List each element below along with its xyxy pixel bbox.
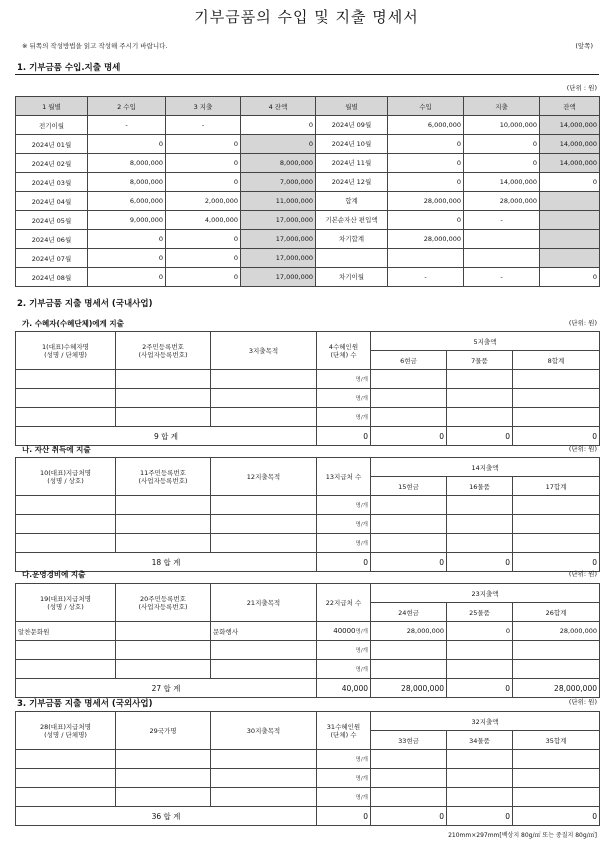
amount-cell: 0	[241, 116, 316, 135]
empty-cell	[371, 496, 447, 515]
header-h3: 3지출목적	[211, 332, 317, 370]
empty-cell	[116, 389, 211, 408]
month-cell: 2024년 08월	[16, 268, 88, 287]
empty-cell	[447, 641, 513, 660]
header-h7: 25물품	[447, 603, 513, 622]
header-h3: 21지출목적	[211, 584, 317, 622]
total-cell: 0	[447, 553, 513, 572]
amount-cell: 0	[540, 268, 600, 287]
empty-cell	[447, 370, 513, 389]
empty-cell	[16, 515, 116, 534]
table-row	[16, 230, 600, 249]
table-row	[16, 622, 600, 641]
amount-cell	[540, 192, 600, 211]
total-cell: 0	[447, 679, 513, 698]
header-h5: 5지출액	[371, 332, 600, 351]
total-cell: 0	[317, 807, 371, 826]
empty-cell	[371, 660, 447, 679]
header-h5: 23지출액	[371, 584, 600, 603]
header-h6: 6현금	[371, 351, 447, 370]
month-cell: 차기이월	[316, 268, 388, 287]
income-expense-table	[15, 96, 600, 287]
month-cell	[316, 249, 388, 268]
amount-cell: 10,000,000	[464, 116, 540, 135]
month-cell: 2024년 10월	[316, 135, 388, 154]
header-cell: 수입	[388, 97, 464, 116]
table-row	[16, 116, 600, 135]
total-row	[16, 807, 600, 826]
table-row	[16, 496, 600, 515]
empty-cell	[211, 750, 317, 769]
count-cell	[317, 660, 371, 679]
count-cell	[317, 641, 371, 660]
header-h1: 19(대표)지급처명 (성명 / 상호)	[16, 584, 116, 622]
amount-cell: 14,000,000	[540, 154, 600, 173]
amount-cell: 28,000,000	[388, 192, 464, 211]
table-row	[16, 389, 600, 408]
people-unit: 명/개	[355, 415, 368, 421]
count-cell	[317, 622, 371, 641]
empty-cell	[447, 389, 513, 408]
header-h3: 30지출목적	[211, 712, 317, 750]
header-h5: 14지출액	[371, 458, 600, 477]
people-unit: 명/개	[355, 757, 368, 763]
table-row	[16, 249, 600, 268]
empty-cell	[211, 515, 317, 534]
amount-cell: 14,000,000	[540, 135, 600, 154]
empty-cell	[116, 408, 211, 427]
header-h4: 22지급처 수	[317, 584, 371, 622]
total-cell: 0	[317, 427, 371, 446]
table-row	[16, 515, 600, 534]
total-cell: 0	[371, 427, 447, 446]
amount-cell	[464, 230, 540, 249]
amount-cell: 0	[388, 135, 464, 154]
amount-cell: 0	[166, 154, 241, 173]
month-cell: 2024년 02월	[16, 154, 88, 173]
header-h4: 4수혜인원 (단체) 수	[317, 332, 371, 370]
empty-cell	[16, 788, 116, 807]
empty-cell	[16, 660, 116, 679]
amount-cell: 0	[388, 211, 464, 230]
empty-cell	[447, 534, 513, 553]
total-label: 36 합 계	[16, 807, 317, 826]
empty-cell	[211, 660, 317, 679]
people-unit: 명/개	[355, 776, 368, 782]
count-cell	[317, 534, 371, 553]
month-cell: 기본순자산 편입액	[316, 211, 388, 230]
amount-cell: 0	[388, 173, 464, 192]
empty-cell	[447, 788, 513, 807]
header-cell: 월별	[316, 97, 388, 116]
header-cell: 1 월별	[16, 97, 88, 116]
empty-cell	[211, 389, 317, 408]
amount-cell: 2,000,000	[166, 192, 241, 211]
total-label: 27 합 계	[16, 679, 317, 698]
month-cell: 차기합계	[316, 230, 388, 249]
empty-cell	[447, 515, 513, 534]
amount-cell: 0	[88, 249, 166, 268]
header-row	[16, 584, 600, 603]
header-h4: 31수혜인원 (단체) 수	[317, 712, 371, 750]
total-row	[16, 553, 600, 572]
amount-cell: 7,000,000	[241, 173, 316, 192]
empty-cell	[513, 788, 600, 807]
header-cell: 3 지출	[166, 97, 241, 116]
header-h2: 2주민등록번호 (사업자등록번호)	[116, 332, 211, 370]
table-row	[16, 135, 600, 154]
amount-cell: 17,000,000	[241, 249, 316, 268]
table-row	[16, 211, 600, 230]
table-row	[16, 641, 600, 660]
total-label: 18 합 계	[16, 553, 317, 572]
empty-cell	[116, 660, 211, 679]
month-cell: 2024년 07월	[16, 249, 88, 268]
total-cell: 28,000,000	[371, 679, 447, 698]
total-cell: 40,000	[317, 679, 371, 698]
count-cell	[317, 370, 371, 389]
month-cell: 2024년 05월	[16, 211, 88, 230]
header-cell: 잔액	[540, 97, 600, 116]
amount-cell: 0	[166, 230, 241, 249]
data-cell: 28,000,000	[513, 622, 600, 641]
total-cell: 0	[317, 553, 371, 572]
empty-cell	[513, 769, 600, 788]
page-side-tag: (앞쪽)	[575, 42, 593, 50]
amount-cell: 0	[166, 135, 241, 154]
count-cell	[317, 788, 371, 807]
amount-cell: 8,000,000	[88, 154, 166, 173]
amount-cell: 0	[540, 173, 600, 192]
section3-heading: 3. 기부금품 지출 명세서 (국외사업)	[17, 699, 153, 709]
data-cell: 문화행사	[211, 622, 317, 641]
amount-cell: 17,000,000	[241, 268, 316, 287]
amount-cell: 8,000,000	[88, 173, 166, 192]
empty-cell	[16, 496, 116, 515]
data-cell: 알찬문화원	[16, 622, 116, 641]
month-cell: 2024년 11월	[316, 154, 388, 173]
people-unit: 명/개	[355, 503, 368, 509]
total-cell: 0	[513, 427, 600, 446]
empty-cell	[371, 370, 447, 389]
month-cell: 2024년 04월	[16, 192, 88, 211]
section2b-heading: 나. 자산 취득에 지출	[22, 445, 91, 454]
people-unit: 명/개	[355, 377, 368, 383]
total-cell: 0	[513, 553, 600, 572]
empty-cell	[513, 389, 600, 408]
header-h7: 16물품	[447, 477, 513, 496]
empty-cell	[116, 641, 211, 660]
empty-cell	[447, 408, 513, 427]
table-row	[16, 192, 600, 211]
empty-cell	[211, 534, 317, 553]
amount-cell: 0	[388, 154, 464, 173]
table-row	[16, 268, 600, 287]
header-h1: 28(대표)지급처명 (성명 / 단체명)	[16, 712, 116, 750]
month-cell: 2024년 12월	[316, 173, 388, 192]
amount-cell: 11,000,000	[241, 192, 316, 211]
section3-unit: (단위: 원)	[568, 698, 597, 706]
empty-cell	[447, 769, 513, 788]
amount-cell: 4,000,000	[166, 211, 241, 230]
section1-unit: (단위 : 원)	[566, 84, 597, 92]
section1-heading: 1. 기부금품 수입.지출 명세	[17, 63, 121, 73]
amount-cell: 0	[241, 135, 316, 154]
header-cell: 지출	[464, 97, 540, 116]
header-h8: 8합계	[513, 351, 600, 370]
table-row	[16, 788, 600, 807]
amount-cell: -	[464, 211, 540, 230]
amount-cell: 8,000,000	[241, 154, 316, 173]
amount-cell	[540, 211, 600, 230]
header-h6: 15현금	[371, 477, 447, 496]
amount-cell: 0	[88, 230, 166, 249]
empty-cell	[371, 750, 447, 769]
amount-cell	[540, 249, 600, 268]
empty-cell	[116, 515, 211, 534]
total-row	[16, 679, 600, 698]
amount-cell: 0	[166, 249, 241, 268]
empty-cell	[371, 769, 447, 788]
header-h4: 13지급처 수	[317, 458, 371, 496]
amount-cell: 6,000,000	[388, 116, 464, 135]
amount-cell: 17,000,000	[241, 211, 316, 230]
header-h6: 33현금	[371, 731, 447, 750]
empty-cell	[16, 769, 116, 788]
people-unit: 명/개	[355, 522, 368, 528]
empty-cell	[513, 660, 600, 679]
empty-cell	[447, 496, 513, 515]
count-cell	[317, 750, 371, 769]
people-unit: 명/개	[355, 629, 368, 635]
data-cell: 0	[447, 622, 513, 641]
empty-cell	[513, 515, 600, 534]
header-h1: 1(대표)수혜자명 (성명 / 단체명)	[16, 332, 116, 370]
empty-cell	[513, 370, 600, 389]
empty-cell	[211, 641, 317, 660]
empty-cell	[116, 370, 211, 389]
count-value: 40000	[333, 627, 356, 635]
empty-cell	[513, 641, 600, 660]
amount-cell: 0	[88, 268, 166, 287]
empty-cell	[116, 750, 211, 769]
empty-cell	[116, 788, 211, 807]
amount-cell	[464, 249, 540, 268]
count-cell	[317, 389, 371, 408]
data-cell	[116, 622, 211, 641]
header-cell: 2 수입	[88, 97, 166, 116]
header-row	[16, 458, 600, 477]
empty-cell	[513, 408, 600, 427]
table-header-row	[16, 97, 600, 116]
empty-cell	[371, 408, 447, 427]
amount-cell: -	[388, 268, 464, 287]
month-cell: 합계	[316, 192, 388, 211]
total-cell: 0	[371, 807, 447, 826]
instruction-note: ※ 뒤쪽의 작성방법을 읽고 작성해 주시기 바랍니다.	[22, 42, 168, 50]
data-cell: 28,000,000	[371, 622, 447, 641]
amount-cell: 14,000,000	[464, 173, 540, 192]
people-unit: 명/개	[355, 396, 368, 402]
header-h2: 20주민등록번호 (사업자등록번호)	[116, 584, 211, 622]
total-row	[16, 427, 600, 446]
paper-spec-footer: 210mm×297mm[백상지 80g/㎡ 또는 중질지 80g/㎡]	[448, 832, 597, 839]
amount-cell	[540, 230, 600, 249]
empty-cell	[16, 534, 116, 553]
total-cell: 0	[447, 807, 513, 826]
header-cell: 4 잔액	[241, 97, 316, 116]
empty-cell	[211, 496, 317, 515]
header-h2: 11주민등록번호 (사업자등록번호)	[116, 458, 211, 496]
people-unit: 명/개	[355, 795, 368, 801]
empty-cell	[371, 788, 447, 807]
header-row	[16, 332, 600, 351]
empty-cell	[447, 660, 513, 679]
count-cell	[317, 515, 371, 534]
header-h8: 35합계	[513, 731, 600, 750]
total-cell: 0	[371, 553, 447, 572]
empty-cell	[371, 641, 447, 660]
beneficiary-expense-table	[15, 331, 600, 446]
header-h6: 24현금	[371, 603, 447, 622]
header-row	[16, 712, 600, 731]
asset-expense-table	[15, 457, 600, 572]
section2a-unit: (단위: 원)	[568, 319, 597, 327]
table-row	[16, 408, 600, 427]
empty-cell	[16, 389, 116, 408]
header-h3: 12지출목적	[211, 458, 317, 496]
empty-cell	[447, 750, 513, 769]
total-label: 9 합 계	[16, 427, 317, 446]
empty-cell	[116, 769, 211, 788]
section1-rule	[15, 74, 599, 75]
header-h2: 29국가명	[116, 712, 211, 750]
page-title: 기부금품의 수입 및 지출 명세서	[194, 8, 419, 26]
operating-expense-table	[15, 583, 600, 698]
header-h7: 34물품	[447, 731, 513, 750]
empty-cell	[211, 788, 317, 807]
amount-cell: 6,000,000	[88, 192, 166, 211]
empty-cell	[513, 750, 600, 769]
table-row	[16, 660, 600, 679]
amount-cell: 0	[88, 135, 166, 154]
table-row	[16, 769, 600, 788]
empty-cell	[211, 769, 317, 788]
month-cell: 2024년 01월	[16, 135, 88, 154]
amount-cell: -	[464, 268, 540, 287]
empty-cell	[116, 496, 211, 515]
table-row	[16, 370, 600, 389]
empty-cell	[371, 389, 447, 408]
section2c-unit: (단위: 원)	[568, 570, 597, 578]
people-unit: 명/개	[355, 648, 368, 654]
table-row	[16, 534, 600, 553]
empty-cell	[371, 515, 447, 534]
empty-cell	[371, 534, 447, 553]
amount-cell: 0	[166, 268, 241, 287]
table-row	[16, 750, 600, 769]
overseas-expense-table	[15, 711, 600, 826]
table-row	[16, 154, 600, 173]
section2-heading: 2. 기부금품 지출 명세서 (국내사업)	[17, 299, 153, 309]
month-cell: 전기이월	[16, 116, 88, 135]
amount-cell: 28,000,000	[388, 230, 464, 249]
amount-cell: 28,000,000	[464, 192, 540, 211]
count-cell	[317, 496, 371, 515]
month-cell: 2024년 03월	[16, 173, 88, 192]
amount-cell: 14,000,000	[540, 116, 600, 135]
amount-cell: 9,000,000	[88, 211, 166, 230]
people-unit: 명/개	[355, 541, 368, 547]
total-cell: 28,000,000	[513, 679, 600, 698]
section2b-unit: (단위: 원)	[568, 445, 597, 453]
empty-cell	[16, 370, 116, 389]
amount-cell: 17,000,000	[241, 230, 316, 249]
empty-cell	[16, 750, 116, 769]
header-h8: 17합계	[513, 477, 600, 496]
empty-cell	[513, 534, 600, 553]
amount-cell: 0	[464, 135, 540, 154]
empty-cell	[211, 370, 317, 389]
table-row	[16, 173, 600, 192]
empty-cell	[16, 408, 116, 427]
section2a-heading: 가. 수혜자(수혜단체)에게 지출	[22, 319, 124, 328]
empty-cell	[16, 641, 116, 660]
total-cell: 0	[513, 807, 600, 826]
people-unit: 명/개	[355, 667, 368, 673]
count-cell	[317, 408, 371, 427]
total-cell: 0	[447, 427, 513, 446]
header-h8: 26합계	[513, 603, 600, 622]
header-h5: 32지출액	[371, 712, 600, 731]
amount-cell: -	[166, 116, 241, 135]
amount-cell: 0	[166, 173, 241, 192]
amount-cell: -	[88, 116, 166, 135]
amount-cell	[388, 249, 464, 268]
month-cell: 2024년 06월	[16, 230, 88, 249]
header-h1: 10(대표)지급처명 (성명 / 상호)	[16, 458, 116, 496]
empty-cell	[211, 408, 317, 427]
header-h7: 7물품	[447, 351, 513, 370]
month-cell: 2024년 09월	[316, 116, 388, 135]
count-cell	[317, 769, 371, 788]
empty-cell	[513, 496, 600, 515]
amount-cell: 0	[464, 154, 540, 173]
empty-cell	[116, 534, 211, 553]
section2c-heading: 다.운영경비에 지출	[22, 570, 86, 579]
